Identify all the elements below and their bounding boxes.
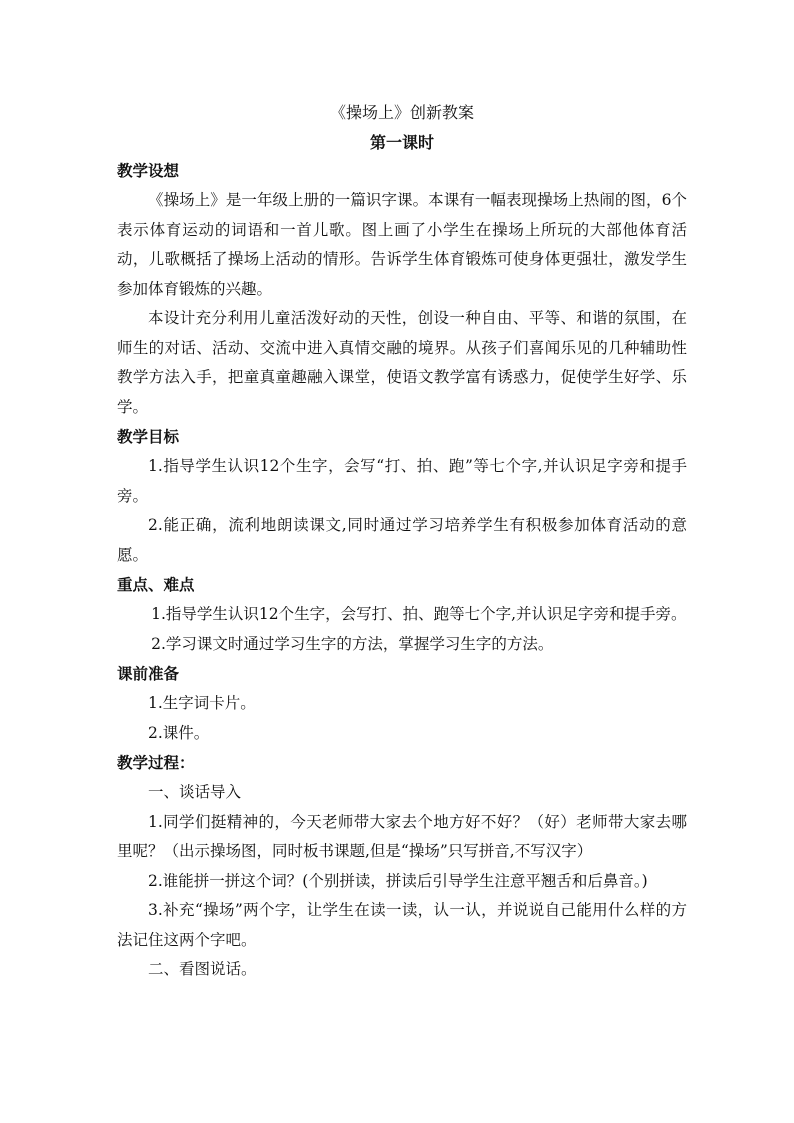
lesson-period-subtitle: 第一课时 (369, 133, 434, 152)
section-heading-prep: 课前准备 (117, 664, 180, 683)
document-body (117, 100, 687, 985)
section-heading-design: 教学设想 (117, 161, 180, 180)
section-heading-process: 教学过程： (117, 753, 195, 772)
process-item: 1.同学们挺精神的，今天老师带大家去个地方好不好？（好）老师带大家去哪里呢？（出示操场图，同时板书课题,但是“操场”只写拼音,不写汉字） (117, 812, 687, 860)
process-step-heading: 二、看图说话。 (148, 960, 257, 978)
section-heading-key-points: 重点、难点 (117, 575, 195, 594)
goal-item: 1.指导学生认识12个生字，会写“打、拍、跑”等七个字,并认识足字旁和提手旁。 (117, 457, 687, 505)
design-paragraph: 《操场上》是一年级上册的一篇识字课。本课有一幅表现操场上热闹的图，6个表示体育运动的词语和一首儿歌。图上画了小学生在操场上所玩的大部他体育活动，儿歌概括了操场上活动的情形。告诉学生体育锻炼可使身体更强壮，激发学生参加体育锻炼的兴趣。 (117, 191, 687, 298)
process-item: 3.补充“操场”两个字，让学生在读一读，认一认，并说说自己能用什么样的方法记住这两个字吧。 (117, 901, 687, 949)
key-point-item: 1.指导学生认识12个生字，会写打、拍、跑等七个字,并认识足字旁和提手旁。 (151, 605, 687, 623)
document-title: 《操场上》创新教案 (329, 103, 474, 122)
design-paragraph: 本设计充分利用儿童活泼好动的天性，创设一种自由、平等、和谐的氛围，在师生的对话、活动、交流中进入真情交融的境界。从孩子们喜闻乐见的几种辅助性教学方法入手，把童真童趣融入课堂，使语文教学富有诱惑力，促使学生好学、乐学。 (117, 309, 687, 416)
section-heading-goals: 教学目标 (117, 427, 180, 446)
prep-item: 1.生字词卡片。 (148, 694, 256, 712)
process-step-heading: 一、谈话导入 (148, 783, 242, 801)
goal-item: 2.能正确，流利地朗读课文,同时通过学习培养学生有积极参加体育活动的意愿。 (117, 516, 687, 564)
key-point-item: 2.学习课文时通过学习生字的方法，掌握学习生字的方法。 (151, 634, 554, 653)
prep-item: 2.课件。 (148, 723, 210, 742)
process-item: 2.谁能拼一拼这个词？(个别拼读，拼读后引导学生注意平翘舌和后鼻音。) (148, 871, 648, 890)
